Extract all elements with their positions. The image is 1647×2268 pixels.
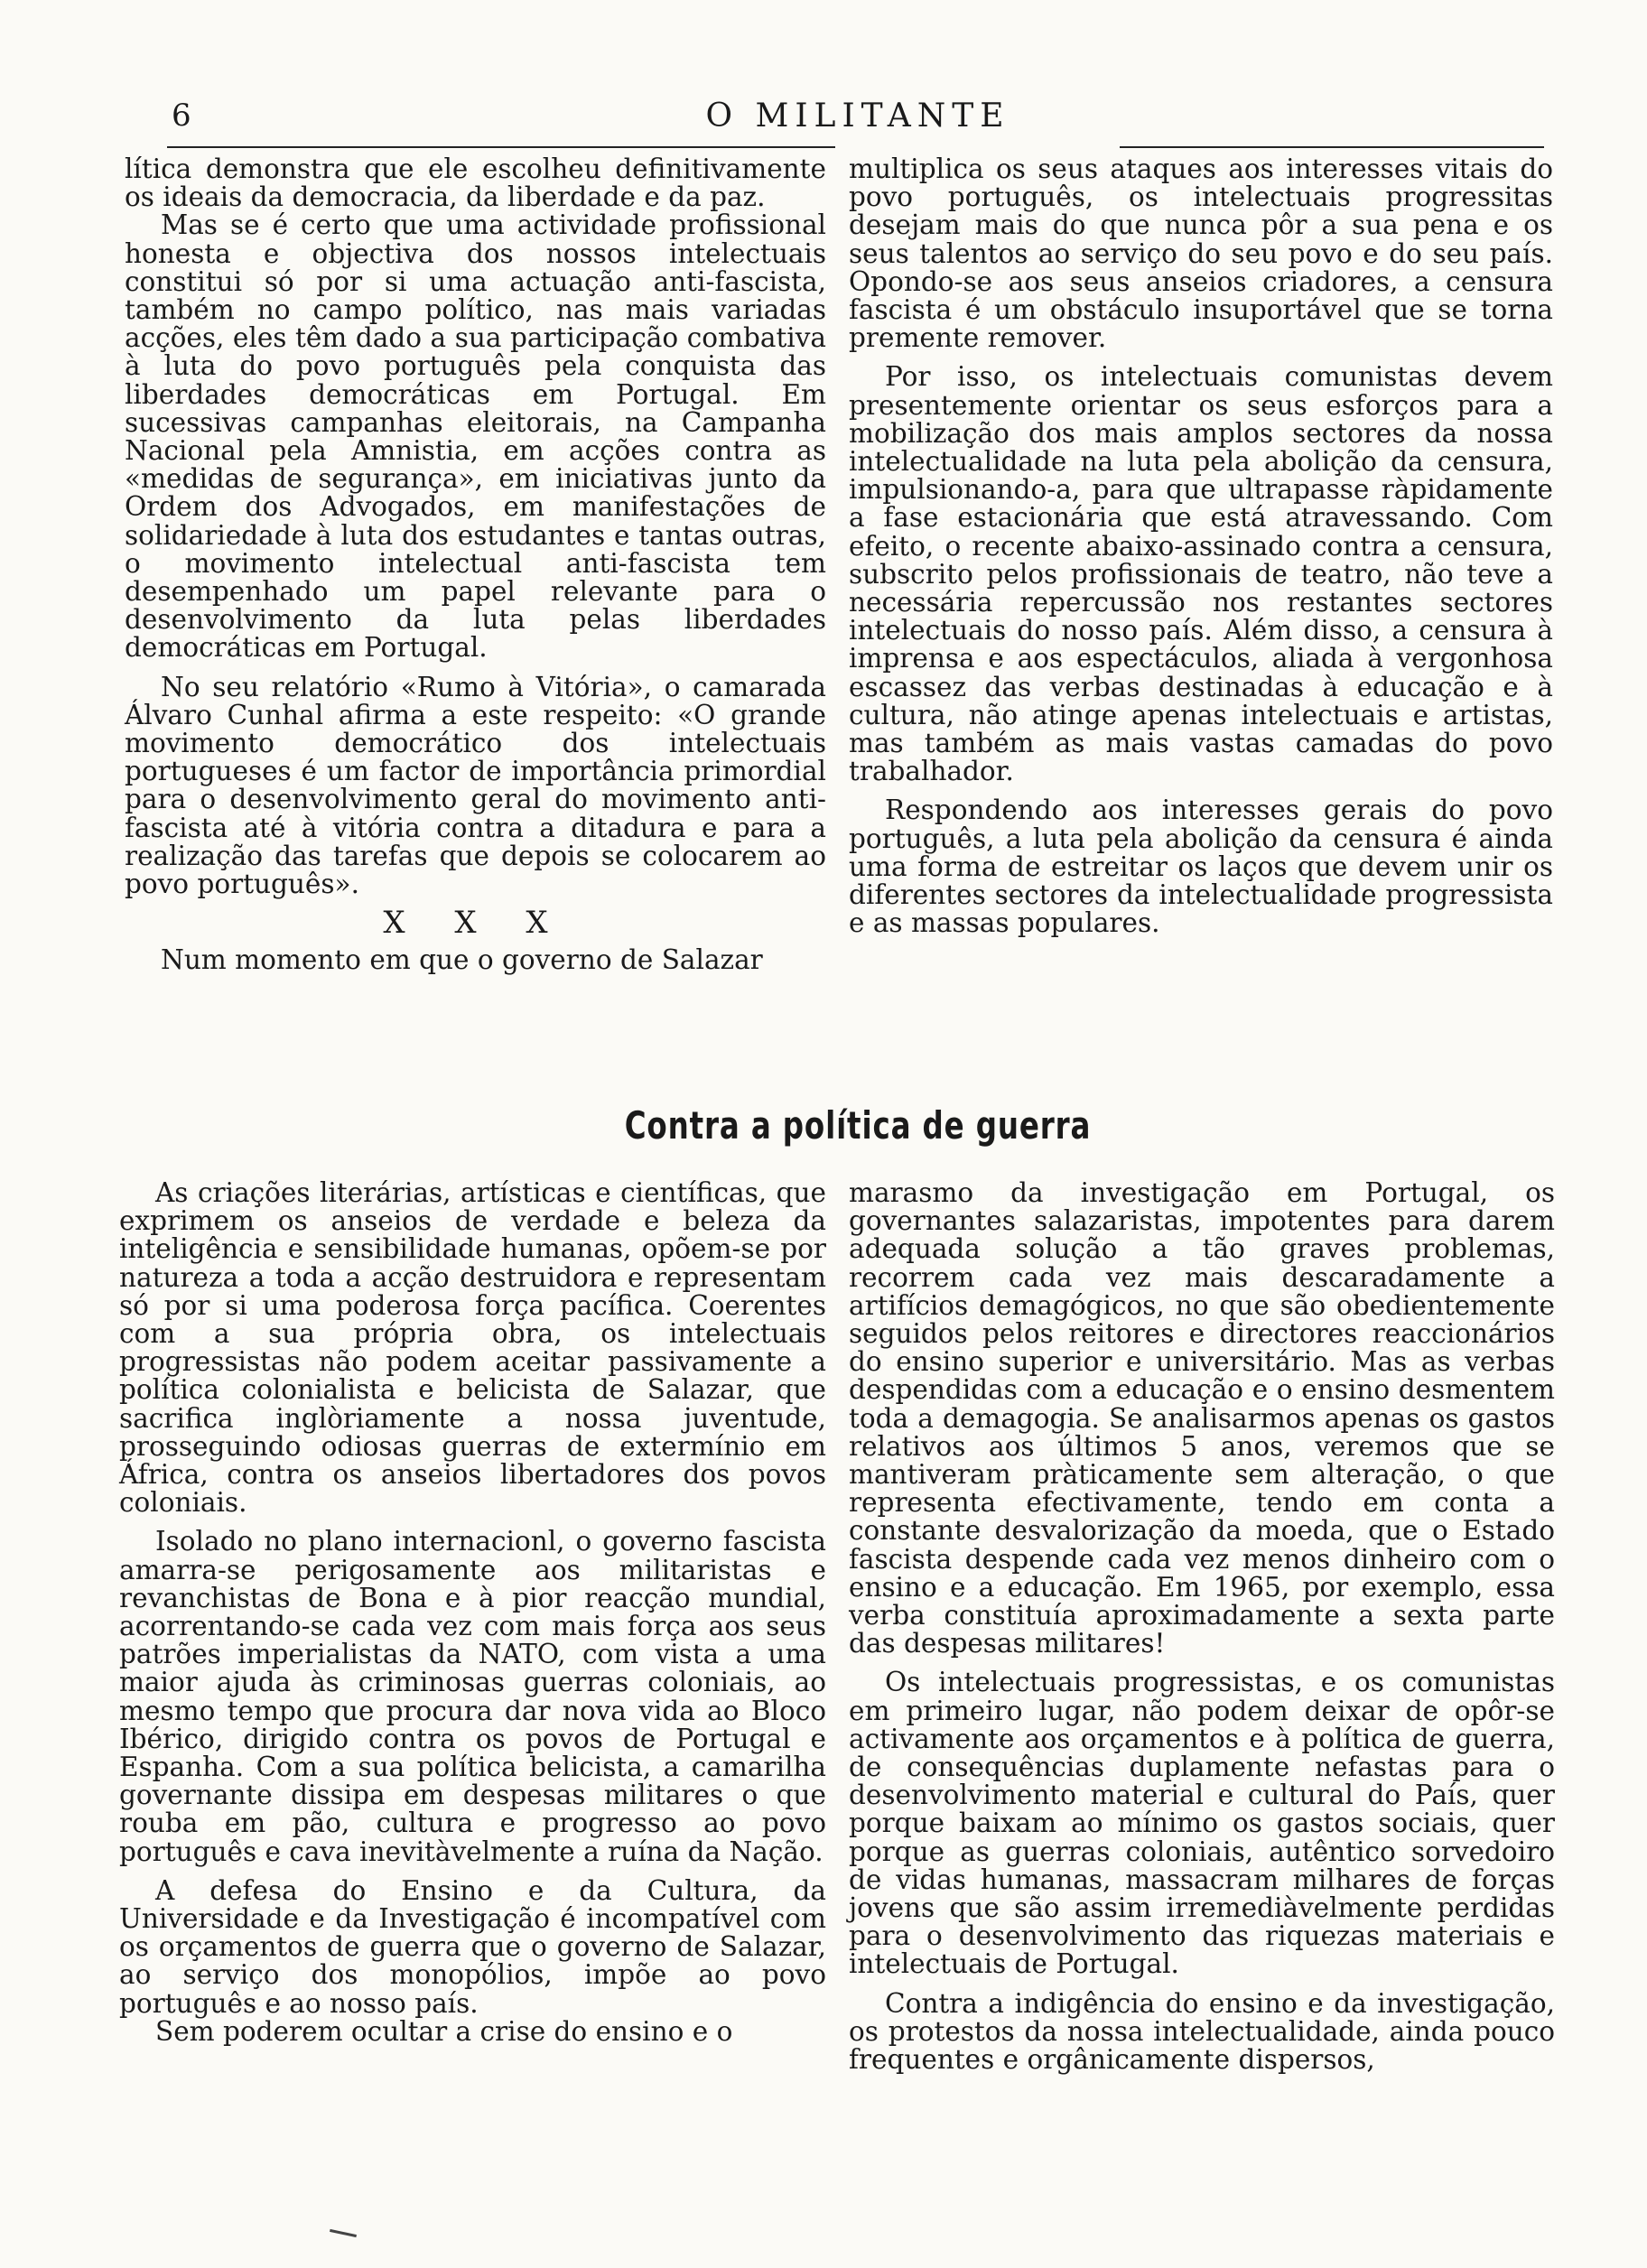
- page-header: [154, 98, 1562, 143]
- paragraph: Isolado no plano internacionl, o governo fascista amarra-se perigosamente aos militaristas e revanchistas de Bona e à pior reacção mundial, acorrentando-se cada vez com mais força aos seus patrões imperialistas da NATO, com vista a uma maior ajuda às criminosas guerras coloniais, ao mesmo tempo que procura dar nova vida ao Bloco Ibérico, dirigido contra os povos de Portugal e Espanha. Com a sua política belicista, a camarilha governante dissipa em despesas militares o que rouba em pão, cultura e progresso ao povo português e cava inevitàvelmente a ruína da Nação.: [119, 1526, 826, 1867]
- publication-title: O MILITANTE: [705, 98, 1010, 135]
- paragraph: Contra a indigência do ensino e da investigação, os protestos da nossa intelectualidade, ainda pouco frequentes e orgânicamente dispersos,: [849, 1987, 1555, 2076]
- bottom-left-column: [119, 1179, 826, 2046]
- print-mark: [330, 2229, 357, 2237]
- paragraph: marasmo da investigação em Portugal, os governantes salazaristas, impotentes para darem adequada solução a tão graves problemas, recorrem cada vez mais descaradamente a artifícios demagógicos, no que são obedientemente seguidos pelos reitores e directores reaccionários do ensino superior e universitário. Mas as verbas despendidas com a educação e o ensino desmentem toda a demagogia. Se analisarmos apenas os gastos relativos aos últimos 5 anos, veremos que se mantiveram pràticamente sem alteração, o que representa efectivamente, tendo em conta a constante desvalorização da moeda, que o Estado fascista despende cada vez menos dinheiro com o ensino e a educação. Em 1965, por exemplo, essa verba constituía aproximadamente a sexta parte das despesas militares!: [849, 1177, 1555, 1659]
- paragraph: As criações literárias, artísticas e científicas, que exprimem os anseios de verdade e beleza da inteligência e sensibilidade humanas, opõem-se por natureza a toda a acção destruidora e representam só por si uma poderosa força pacífica. Coerentes com a sua própria obra, os intelectuais progressistas não podem aceitar passivamente a política colonialista e belicista de Salazar, que sacrifica inglòriamente a nossa juventude, prosseguindo odiosas guerras de extermínio em África, contra os anseios libertadores dos povos coloniais.: [119, 1177, 826, 1519]
- section-title: Contra a política de guerra: [624, 1103, 1092, 1148]
- paragraph: No seu relatório «Rumo à Vitória», o camarada Álvaro Cunhal afirma a este respeito: «O grande movimento democrático dos intelectuais portugueses é um factor de importância primordial para o desenvolvimento geral do movimento anti-fascista até à vitória contra a ditadura e para a realização das tarefas que depois se colocarem ao povo português».: [125, 671, 826, 900]
- paragraph: lítica demonstra que ele escolheu definitivamente os ideais da democracia, da liberdade e da paz.: [125, 153, 826, 213]
- section-separator: X X X: [383, 905, 568, 942]
- top-right-column: [849, 155, 1553, 937]
- paragraph: multiplica os seus ataques aos interesses vitais do povo português, os intelectuais progressitas desejam mais do que nunca pôr a sua pena e os seus talentos ao serviço do seu povo e do seu país. Opondo-se aos seus anseios criadores, a censura fascista é um obstáculo insuportável que se torna premente remover.: [849, 153, 1553, 354]
- bottom-right-column: [849, 1179, 1555, 2074]
- paragraph: Sem poderem ocultar a crise do ensino e o: [155, 2015, 733, 2047]
- header-rule-left: [167, 146, 835, 148]
- paragraph: A defesa do Ensino e da Cultura, da Universidade e da Investigação é incompatível com os orçamentos de guerra que o governo de Salazar, ao serviço dos monopólios, impõe ao povo português e ao nosso país.: [119, 1874, 826, 2019]
- page-number: 6: [172, 98, 191, 134]
- top-left-column: [125, 155, 826, 975]
- paragraph: Por isso, os intelectuais comunistas devem presentemente orientar os seus esforços para a mobilização dos mais amplos sectores da nossa intelectualidade na luta pela abolição da censura, impulsionando-a, para que ultrapasse ràpidamente a fase estacionária que está atravessando. Com efeito, o recente abaixo-assinado contra a censura, subscrito pelos profissionais de teatro, não teve a necessária repercussão nos restantes sectores intelectuais do nosso país. Além disso, a censura à imprensa e aos espectáculos, aliada à vergonhosa escassez das verbas destinadas à educação e à cultura, não atinge apenas intelectuais e artistas, mas também as mais vastas camadas do povo trabalhador.: [849, 361, 1553, 787]
- paragraph: Os intelectuais progressistas, e os comunistas em primeiro lugar, não podem deixar de opôr-se activamente aos orçamentos e à política de guerra, de consequências duplamente nefastas para o desenvolvimento material e cultural do País, quer porque baixam ao mínimo os gastos sociais, quer porque as guerras coloniais, autêntico sorvedoiro de vidas humanas, massacram milhares de forças jovens que são assim irremediàvelmente perdidas para o desenvolvimento das riquezas materiais e intelectuais de Portugal.: [849, 1667, 1555, 1980]
- paragraph: Respondendo aos interesses gerais do povo português, a luta pela abolição da censura é ainda uma forma de estreitar os laços que devem unir os diferentes sectores da intelectualidade progressista e as massas populares.: [849, 795, 1553, 939]
- header-rule-right: [1120, 146, 1544, 148]
- paragraph: Num momento em que o governo de Salazar: [161, 944, 763, 976]
- paragraph: Mas se é certo que uma actividade profissional honesta e objectiva dos nossos intelectuais constitui só por si uma actuação anti-fascista, também no campo político, nas mais variadas acções, eles têm dado a sua participação combativa à luta do povo português pela conquista das liberdades democráticas em Portugal. Em sucessivas campanhas eleitorais, na Campanha Nacional pela Amnistia, em acções contra as «medidas de segurança», em iniciativas junto da Ordem dos Advogados, em manifestações de solidariedade à luta dos estudantes e tantas outras, o movimento intelectual anti-fascista tem desempenhado um papel relevante para o desenvolvimento da luta pelas liberdades democráticas em Portugal.: [125, 209, 826, 664]
